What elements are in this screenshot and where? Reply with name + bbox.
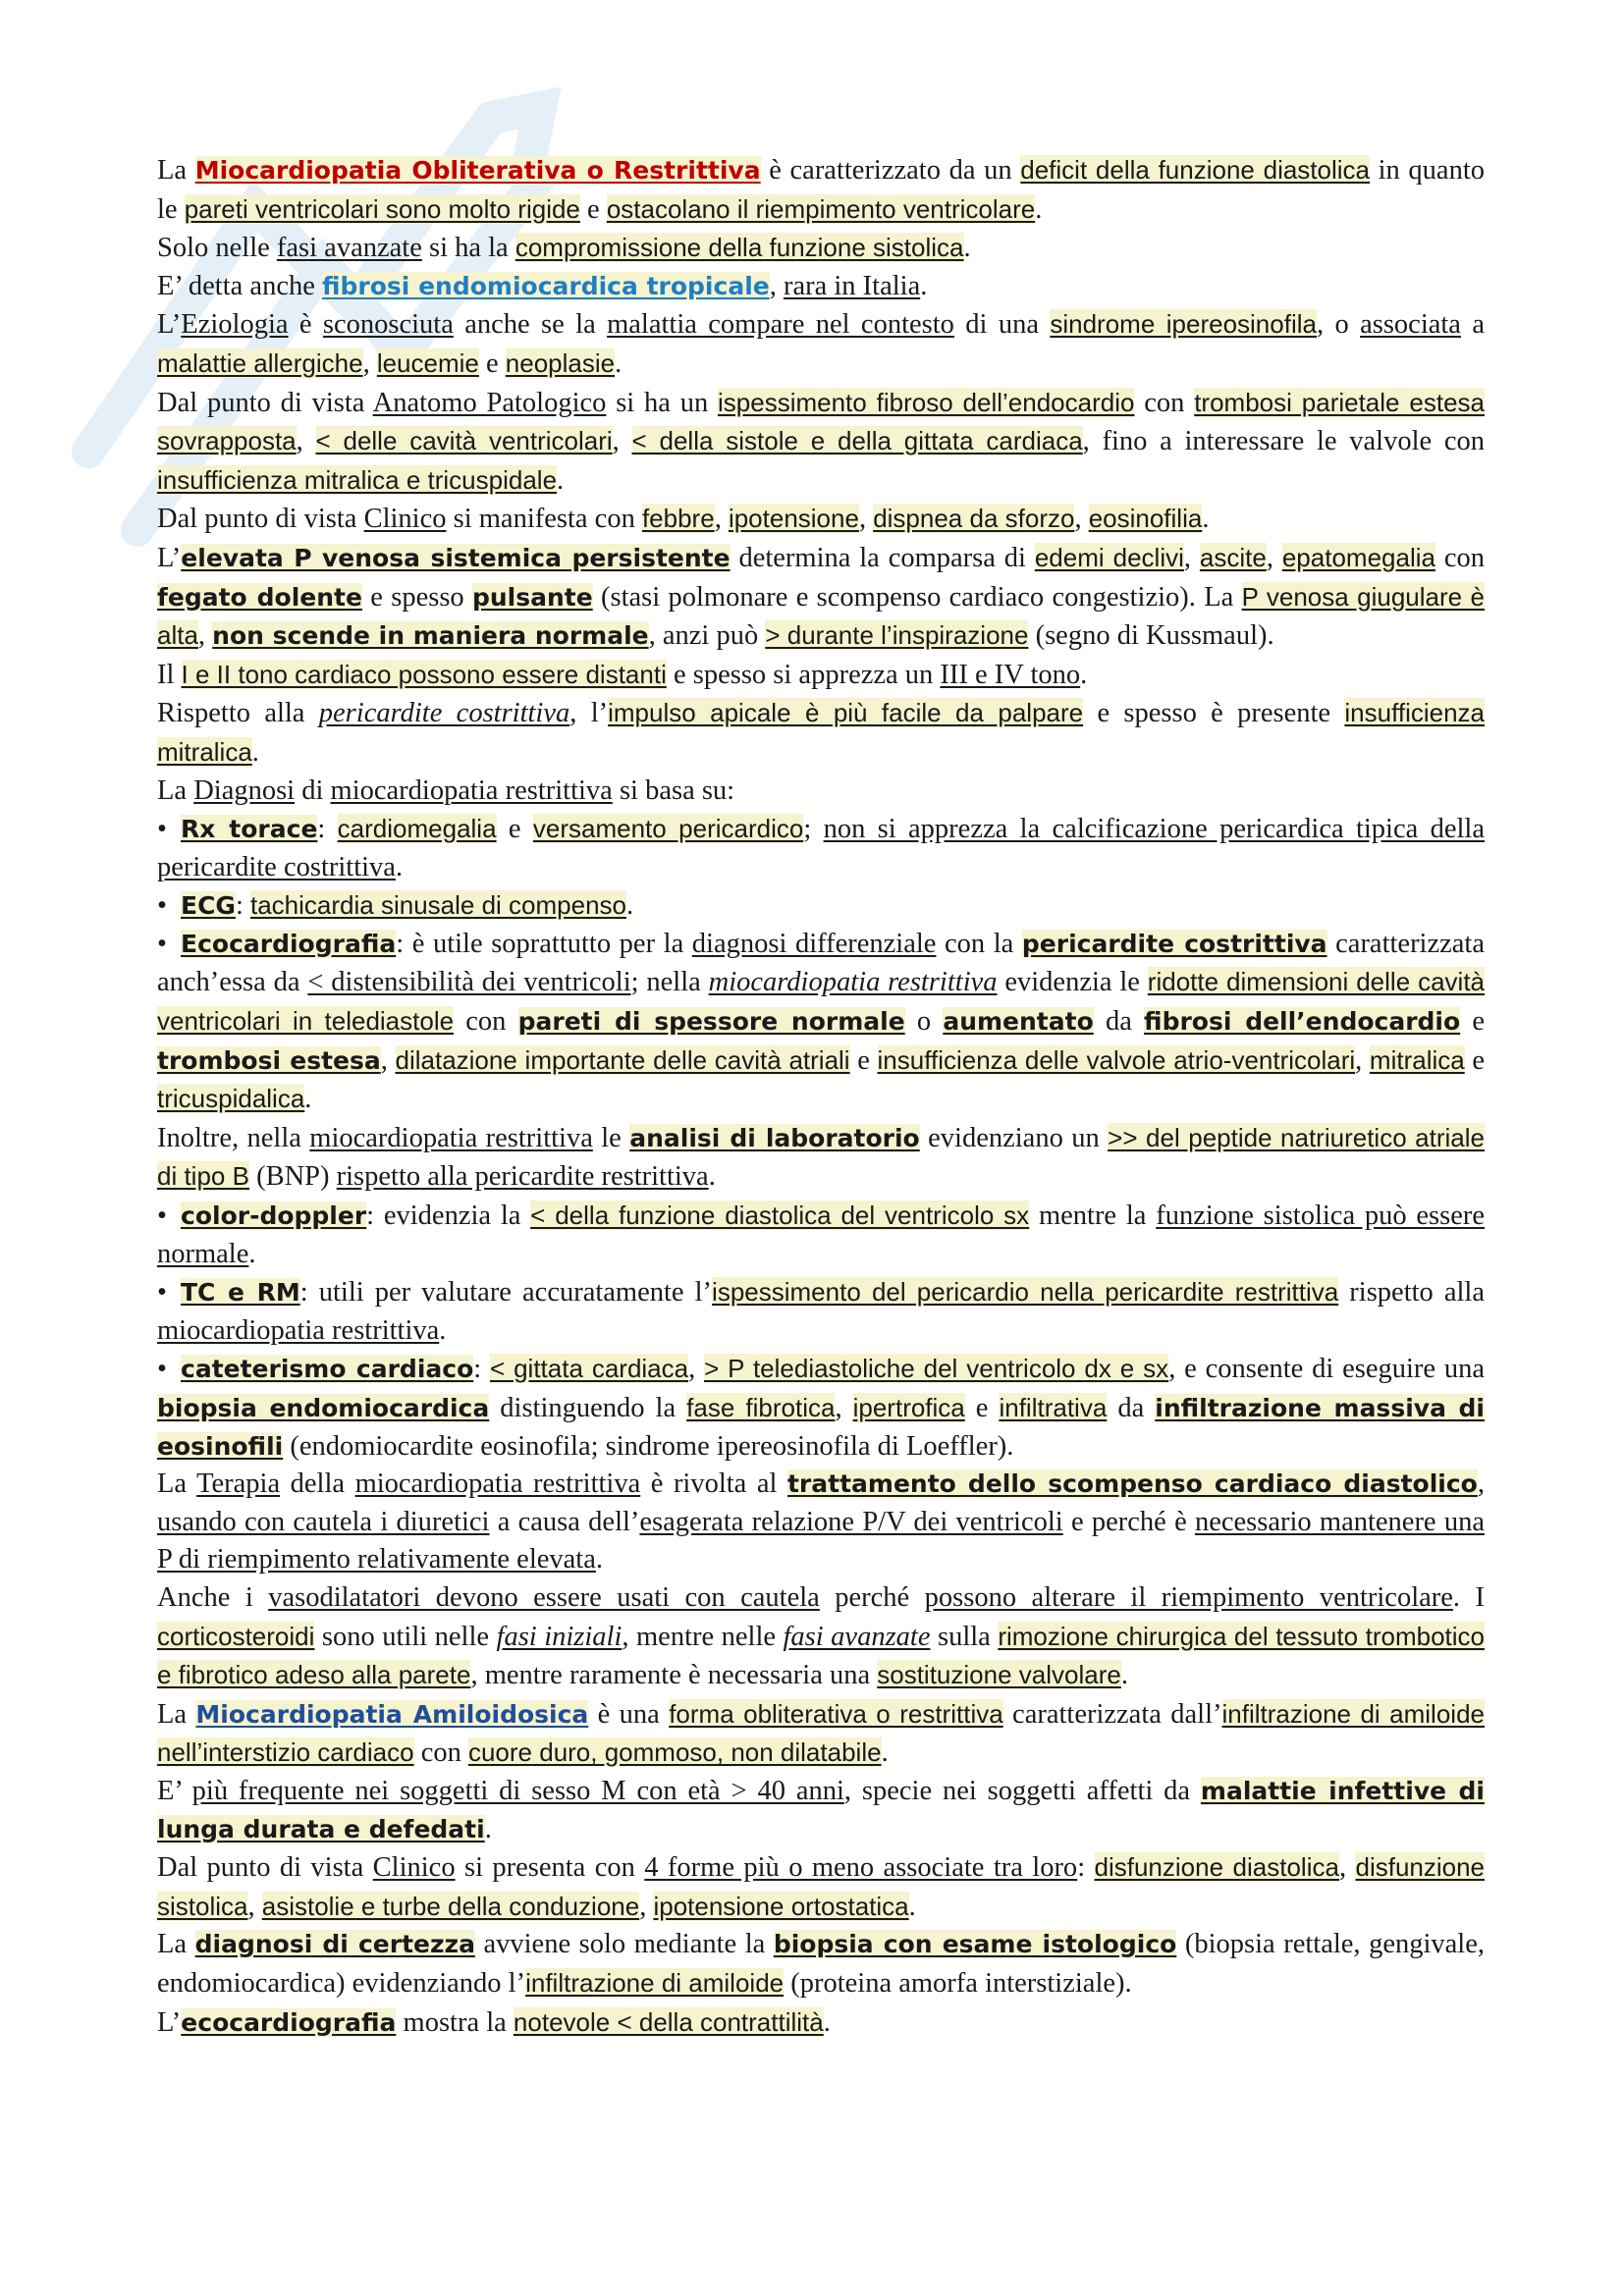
bullet-icon: •: [157, 1354, 167, 1385]
highlighted-term: sostituzione valvolare: [877, 1660, 1121, 1690]
highlighted-term: I e II tono cardiaco possono essere distanti: [181, 659, 667, 689]
paragraph: [157, 1773, 1485, 1848]
text-run: ,: [835, 1393, 853, 1423]
text-run: o: [904, 1006, 944, 1038]
highlighted-term: tricuspidalica: [157, 1084, 305, 1114]
text-run: .: [908, 1891, 916, 1922]
text-run: di: [295, 774, 331, 806]
text-run: ,: [247, 1891, 262, 1922]
text-run: ,: [362, 347, 377, 379]
text-run: , e consente di eseguire una: [1168, 1354, 1486, 1385]
highlighted-term: malattie allergiche: [157, 347, 363, 378]
text-run: da: [1107, 1393, 1156, 1423]
highlighted-term: > P telediastoliche del ventricolo dx e sx: [704, 1354, 1169, 1384]
highlighted-term: tachicardia sinusale di compenso: [250, 890, 626, 921]
text-run: e: [849, 1044, 878, 1076]
text-run: ;: [803, 814, 824, 845]
bold-term: fibrosi dell’endocardio: [1144, 1007, 1461, 1037]
highlighted-term: insufficienza mitralica e tricuspidale: [157, 464, 558, 495]
text-run: (segno di Kussmaul).: [1028, 620, 1274, 652]
text-run: L’: [157, 542, 182, 573]
bold-term: TC e RM: [181, 1278, 300, 1308]
underlined-term: malattia compare nel contesto: [607, 309, 954, 341]
highlighted-term: epatomegalia: [1281, 542, 1435, 572]
document-body: [157, 151, 1485, 2042]
bold-term: biopsia con esame istologico: [773, 1930, 1177, 1959]
text-run: .: [557, 464, 565, 496]
highlighted-term: corticosteroidi: [157, 1621, 315, 1651]
text-run: ,: [1183, 542, 1200, 573]
text-run: e: [964, 1393, 1000, 1423]
highlighted-term: mitralica: [1369, 1044, 1465, 1075]
text-run: e: [478, 347, 506, 379]
text-run: si presenta con: [455, 1852, 645, 1884]
highlighted-term: ipotensione: [728, 504, 859, 534]
highlighted-term: infiltrazione di amiloide: [525, 1967, 785, 1998]
paragraph: [157, 886, 1485, 926]
underlined-term: fasi avanzate: [276, 233, 422, 264]
text-run: in quanto le: [157, 155, 1485, 225]
highlighted-term: neoplasie: [505, 347, 616, 378]
bold-term: pulsante: [471, 582, 593, 612]
bullet-icon: •: [157, 1201, 167, 1232]
text-run: è rivolta al: [640, 1468, 787, 1500]
text-run: Dal punto di vista: [157, 504, 364, 535]
underlined-term: miocardiopatia restrittiva: [354, 1468, 641, 1500]
text-run: e: [1460, 1006, 1486, 1038]
text-run: con: [454, 1006, 518, 1038]
text-run: ,: [1338, 1852, 1356, 1884]
paragraph: [157, 500, 1485, 539]
highlighted-term: edemi declivi: [1034, 542, 1184, 572]
paragraph: [157, 926, 1485, 1119]
paragraph: [157, 1579, 1485, 1695]
paragraph: [157, 151, 1485, 229]
text-run: ,: [1477, 1468, 1485, 1500]
highlighted-term: < gittata cardiaca: [489, 1354, 689, 1384]
text-run: (biopsia rettale, gengivale, endomiocardica) evidenziando l’: [157, 1929, 1485, 1999]
highlighted-term: leucemie: [376, 347, 479, 378]
text-run: .: [615, 347, 623, 379]
text-run: caratterizzata anch’essa da: [157, 928, 1485, 998]
text-run: : è utile soprattutto per la: [396, 928, 692, 959]
text-run: ,: [612, 426, 632, 457]
text-run: .: [1035, 193, 1043, 225]
underlined-term: Clinico: [363, 504, 447, 535]
underlined-term: non si apprezza la calcificazione pericardica tipica della pericardite costrittiva: [157, 814, 1485, 882]
text-run: ,: [380, 1044, 396, 1076]
highlighted-term: febbre: [641, 504, 715, 534]
bold-term: Miocardiopatia Amiloidosica: [195, 1699, 589, 1729]
paragraph: [157, 268, 1485, 306]
text-run: .: [595, 1544, 603, 1575]
paragraph: [157, 1466, 1485, 1579]
text-run: di una: [953, 309, 1051, 341]
underlined-term: III e IV tono: [940, 659, 1081, 690]
text-run: .: [1080, 659, 1088, 690]
text-run: e perché è: [1062, 1506, 1195, 1537]
text-run: ,: [1074, 504, 1089, 535]
bullet-icon: •: [157, 890, 167, 922]
text-run: evidenziano un: [919, 1122, 1109, 1153]
italic-term: pericardite costrittiva: [318, 698, 570, 729]
highlighted-term: versamento pericardico: [532, 814, 804, 844]
highlighted-term: impulso apicale è più facile da palpare: [608, 698, 1084, 728]
text-run: La: [157, 1698, 196, 1730]
bold-term: infiltrazione massiva di eosinofili: [157, 1394, 1485, 1461]
text-run: .: [920, 270, 928, 301]
paragraph: [157, 1273, 1485, 1350]
paragraph: [157, 1350, 1485, 1466]
highlighted-term: cuore duro, gommoso, non dilatabile: [467, 1737, 882, 1768]
bold-term: trattamento dello scompenso cardiaco diastolico: [786, 1469, 1478, 1499]
highlighted-term: rimozione chirurgica del tessuto trombotico e fibrotico adeso alla parete: [157, 1621, 1485, 1690]
highlighted-term: < delle cavità ventricolari: [315, 426, 613, 456]
text-run: Solo nelle: [157, 233, 277, 264]
highlighted-term: ipertrofica: [852, 1393, 965, 1422]
text-run: è: [288, 309, 323, 341]
highlighted-term: insufficienza mitralica: [157, 698, 1485, 767]
bold-term: Miocardiopatia Obliterativa o Restrittiva: [194, 156, 761, 185]
text-run: , mentre nelle: [622, 1621, 784, 1652]
text-run: :: [1077, 1852, 1095, 1884]
paragraph: [157, 1119, 1485, 1197]
italic-term: miocardiopatia restrittiva: [708, 967, 998, 998]
underlined-term: Terapia: [196, 1468, 281, 1500]
text-run: si basa su:: [612, 774, 735, 806]
bold-term: Rx torace: [181, 815, 318, 844]
text-run: (stasi polmonare e scompenso cardiaco congestizio). La: [592, 581, 1242, 613]
text-run: e: [496, 814, 533, 845]
text-run: Dal punto di vista: [157, 1852, 373, 1884]
bold-term: pericardite costrittiva: [1021, 929, 1327, 958]
highlighted-term: infiltrativa: [999, 1393, 1108, 1422]
highlighted-term: forma obliterativa o restrittiva: [669, 1698, 1003, 1729]
text-run: E’: [157, 1775, 192, 1806]
text-run: ,: [1266, 542, 1282, 573]
bold-term: elevata P venosa sistemica persistente: [181, 543, 731, 572]
text-run: :: [473, 1354, 490, 1385]
text-run: da: [1093, 1006, 1145, 1038]
text-run: della: [280, 1468, 355, 1500]
text-run: ; nella: [630, 967, 709, 998]
text-run: .: [251, 736, 259, 768]
underlined-term: funzione sistolica può essere normale: [157, 1201, 1486, 1269]
text-run: :: [317, 814, 338, 845]
paragraph: [157, 229, 1485, 268]
text-run: rispetto alla: [1338, 1277, 1485, 1308]
text-run: Anche i: [157, 1581, 269, 1613]
text-run: Rispetto alla: [157, 698, 319, 729]
highlighted-term: disfunzione sistolica: [157, 1852, 1486, 1921]
text-run: distinguendo la: [489, 1393, 687, 1423]
text-run: con: [1435, 542, 1485, 573]
italic-term: fasi iniziali: [496, 1621, 623, 1652]
underlined-term: < distensibilità dei ventricoli: [307, 967, 631, 998]
underlined-term: usando con cautela i diuretici: [157, 1506, 490, 1537]
highlighted-term: asistolie e turbe della conduzione: [261, 1891, 640, 1921]
paragraph: [157, 810, 1485, 886]
text-run: :: [235, 890, 250, 922]
highlighted-term: dilatazione importante delle cavità atriali: [395, 1044, 850, 1075]
bold-term: biopsia endomiocardica: [157, 1394, 490, 1422]
text-run: .: [304, 1084, 312, 1115]
underlined-term: necessario mantenere una P di riempimento relativamente elevata: [157, 1506, 1485, 1575]
highlighted-term: ispessimento del pericardio nella pericardite restrittiva: [712, 1277, 1339, 1308]
text-run: le: [592, 1122, 630, 1153]
underlined-term: più frequente nei soggetti di sesso M con età > 40 anni: [191, 1775, 844, 1806]
watermark-arrow: [491, 108, 540, 157]
bold-term: pareti di spessore normale: [517, 1007, 905, 1037]
highlighted-term: pareti ventricolari sono molto rigide: [184, 193, 580, 224]
text-run: e spesso si apprezza un: [666, 659, 941, 690]
text-run: , mentre raramente è necessaria una: [470, 1660, 878, 1691]
text-run: ,: [197, 620, 213, 652]
text-run: , o: [1316, 309, 1361, 341]
paragraph: [157, 1197, 1485, 1273]
underlined-term: Anatomo Patologico: [372, 387, 607, 418]
text-run: , specie nei soggetti affetti da: [843, 1775, 1201, 1806]
text-run: con la: [936, 928, 1022, 959]
underlined-term: Diagnosi: [193, 774, 296, 806]
bullet-icon: •: [157, 928, 167, 959]
text-run: mostra la: [396, 2006, 514, 2038]
bold-term: ECG: [181, 891, 236, 921]
text-run: L’: [157, 309, 182, 341]
highlighted-term: P venosa giugulare è alta: [157, 581, 1485, 651]
bold-term: Ecocardiografia: [181, 929, 397, 958]
paragraph: [157, 539, 1485, 656]
underlined-term: rispetto alla pericardite restrittiva: [336, 1161, 709, 1193]
text-run: si ha la: [421, 233, 515, 264]
text-run: .: [1202, 504, 1210, 535]
text-run: ,: [688, 1354, 705, 1385]
bold-term: color-doppler: [181, 1201, 367, 1231]
text-run: ,: [858, 504, 874, 535]
text-run: e spesso è presente: [1083, 698, 1345, 729]
text-run: (proteina amorfa interstiziale).: [784, 1967, 1132, 1999]
highlighted-term: compromissione della funzione sistolica: [514, 233, 964, 263]
text-run: L’: [157, 2006, 182, 2038]
highlighted-term: insufficienza delle valvole atrio-ventricolari: [877, 1044, 1356, 1075]
text-run: La: [157, 1929, 195, 1960]
text-run: ,: [714, 504, 729, 535]
text-run: , l’: [569, 698, 609, 729]
text-run: è caratterizzato da un: [760, 155, 1021, 186]
highlighted-term: disfunzione diastolica: [1094, 1852, 1339, 1883]
underlined-term: miocardiopatia restrittiva: [330, 774, 613, 806]
bold-term: fibrosi endomiocardica tropicale: [322, 271, 770, 300]
text-run: .: [881, 1737, 889, 1769]
text-run: si ha un: [606, 387, 718, 418]
text-run: avviene solo mediante la: [474, 1929, 774, 1960]
highlighted-term: dispnea da sforzo: [873, 504, 1075, 534]
text-run: mentre la: [1029, 1201, 1157, 1232]
text-run: sulla: [930, 1621, 999, 1652]
text-run: .: [708, 1161, 716, 1193]
text-run: e: [1464, 1044, 1486, 1076]
text-run: caratterizzata dall’: [1002, 1698, 1222, 1730]
underlined-term: rara in Italia: [783, 270, 921, 301]
text-run: è una: [588, 1698, 670, 1730]
highlighted-term: notevole < della contrattilità: [513, 2006, 824, 2037]
text-run: ,: [769, 270, 784, 301]
text-run: : evidenzia la: [366, 1201, 531, 1232]
highlighted-term: cardiomegalia: [337, 814, 497, 844]
text-run: (endomiocardite eosinofila; sindrome ipereosinofila di Loeffler).: [283, 1430, 1014, 1462]
highlighted-term: fase fibrotica: [686, 1393, 836, 1422]
highlighted-term: ostacolano il riempimento ventricolare: [606, 193, 1036, 224]
text-run: . I: [1452, 1581, 1485, 1613]
underlined-term: possono alterare il riempimento ventricolare: [924, 1581, 1453, 1613]
highlighted-term: deficit della funzione diastolica: [1020, 155, 1370, 185]
bullet-icon: •: [157, 1277, 167, 1308]
text-run: .: [439, 1314, 447, 1346]
underlined-term: miocardiopatia restrittiva: [309, 1122, 593, 1153]
underlined-term: vasodilatatori devono essere usati con cautela: [268, 1581, 820, 1613]
text-run: ,: [639, 1891, 654, 1922]
text-run: .: [1120, 1660, 1128, 1691]
highlighted-term: sindrome ipereosinofila: [1050, 309, 1317, 340]
underlined-term: esagerata relazione P/V dei ventricoli: [639, 1506, 1063, 1537]
text-run: La: [157, 155, 195, 186]
paragraph: [157, 656, 1485, 695]
text-run: a causa dell’: [489, 1506, 640, 1537]
bold-term: analisi di laboratorio: [629, 1123, 920, 1152]
text-run: Il: [157, 659, 182, 690]
bold-term: non scende in maniera normale: [212, 621, 649, 651]
text-run: perché: [819, 1581, 925, 1613]
text-run: (BNP): [248, 1161, 337, 1193]
underlined-term: miocardiopatia restrittiva: [157, 1314, 440, 1346]
text-run: e: [579, 193, 607, 225]
underlined-term: diagnosi differenziale: [691, 928, 937, 959]
text-run: Dal punto di vista: [157, 387, 373, 418]
highlighted-term: >> del peptide natriuretico atriale di tipo B: [157, 1122, 1485, 1192]
text-run: ,: [296, 426, 316, 457]
paragraph: [157, 1848, 1485, 1926]
paragraph: [157, 305, 1485, 383]
highlighted-term: > durante l’inspirazione: [765, 620, 1029, 651]
bold-term: trombosi estesa: [157, 1045, 381, 1075]
paragraph: [157, 1926, 1485, 2002]
highlighted-term: ridotte dimensioni delle cavità ventricolari in telediastole: [157, 967, 1486, 1037]
bold-term: cateterismo cardiaco: [181, 1355, 474, 1384]
italic-term: fasi avanzate: [783, 1621, 931, 1652]
text-run: E’ detta anche: [157, 270, 322, 301]
text-run: Inoltre, nella: [157, 1122, 310, 1153]
bold-term: malattie infettive di lunga durata e defedati: [157, 1776, 1485, 1843]
text-run: e spesso: [361, 581, 472, 613]
text-run: , anzi può: [648, 620, 766, 652]
text-run: .: [626, 890, 634, 922]
text-run: La: [157, 1468, 197, 1500]
underlined-term: sconosciuta: [322, 309, 454, 341]
text-run: : utili per valutare accuratamente l’: [299, 1277, 713, 1308]
bold-term: diagnosi di certezza: [194, 1930, 475, 1959]
text-run: con: [1134, 387, 1195, 418]
highlighted-term: trombosi parietale estesa sovrapposta: [157, 387, 1485, 456]
highlighted-term: < della sistole e della gittata cardiaca: [631, 426, 1083, 456]
text-run: a: [1460, 309, 1485, 341]
bullet-icon: •: [157, 814, 167, 845]
text-run: .: [248, 1238, 256, 1269]
paragraph: [157, 384, 1485, 501]
text-run: .: [963, 233, 971, 264]
text-run: La: [157, 774, 194, 806]
text-run: anche se la: [453, 309, 608, 341]
underlined-term: associata: [1360, 309, 1461, 341]
highlighted-term: eosinofilia: [1088, 504, 1203, 534]
text-run: .: [823, 2006, 831, 2038]
text-run: sono utili nelle: [314, 1621, 497, 1652]
text-run: si manifesta con: [446, 504, 642, 535]
paragraph: [157, 773, 1485, 811]
underlined-term: Eziologia: [181, 309, 289, 341]
paragraph: [157, 1695, 1485, 1773]
highlighted-term: ispessimento fibroso dell’endocardio: [718, 387, 1135, 417]
highlighted-term: ipotensione ortostatica: [653, 1891, 909, 1921]
text-run: evidenzia le: [997, 967, 1148, 998]
text-run: determina la comparsa di: [730, 542, 1035, 573]
text-run: .: [484, 1813, 492, 1844]
underlined-term: Clinico: [372, 1852, 456, 1884]
bold-term: ecocardiografia: [181, 2007, 397, 2037]
text-run: .: [395, 851, 404, 882]
paragraph: [157, 2003, 1485, 2043]
paragraph: [157, 694, 1485, 772]
bold-term: fegato dolente: [157, 582, 362, 612]
underlined-term: 4 forme più o meno associate tra loro: [644, 1852, 1078, 1884]
highlighted-term: ascite: [1199, 542, 1267, 572]
text-run: , fino a interessare le valvole con: [1082, 426, 1486, 457]
bold-term: aumentato: [943, 1007, 1094, 1037]
highlighted-term: infiltrazione di amiloide nell’interstizio cardiaco: [157, 1698, 1485, 1768]
highlighted-term: < della funzione diastolica del ventricolo sx: [530, 1201, 1030, 1231]
text-run: ,: [1355, 1044, 1370, 1076]
text-run: con: [413, 1737, 468, 1769]
